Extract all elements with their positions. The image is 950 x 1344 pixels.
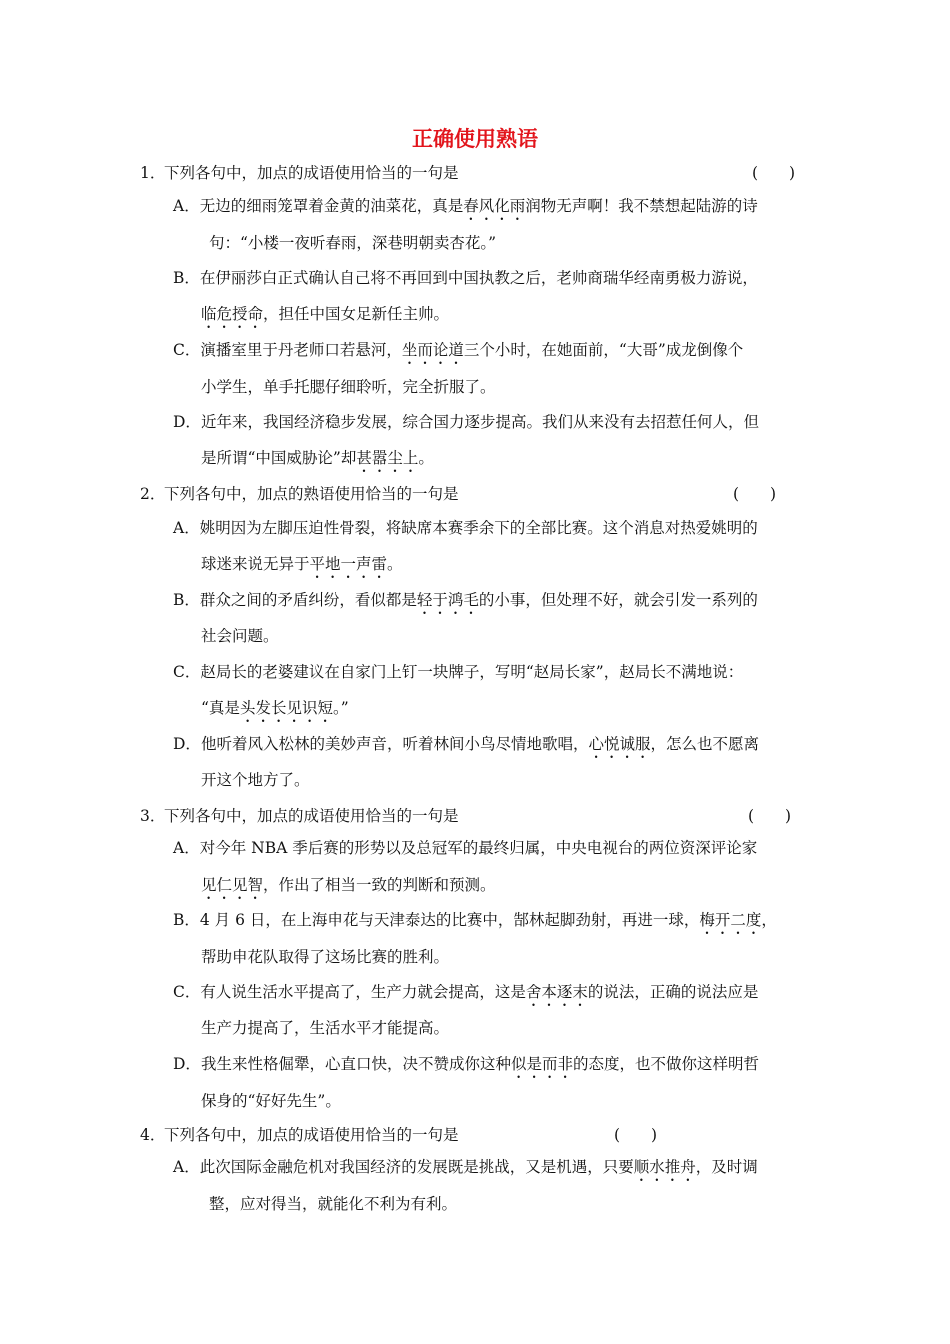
option-text: 整，应对得当，就能化不利为有利。 [209,1195,458,1213]
option-line [173,340,743,368]
question-stem [140,1125,459,1145]
option-text: 开这个地方了。 [201,771,310,789]
dotted-idiom: 梅开二度 [699,911,762,929]
option-text: 无边的细雨笼罩着金黄的油菜花，真是 [199,197,464,215]
option-text: ，及时调 [695,1158,758,1176]
option-label: C． [173,983,201,1001]
option-line [173,838,757,866]
dotted-idiom: 坐而论道 [401,341,464,359]
option-continuation [201,1018,449,1046]
dotted-idiom: 春风化雨 [463,197,526,215]
option-text: 赵局长的老婆建议在自家门上钉一块牌子，写明“赵局长家”，赵局长不满地说： [200,663,744,681]
option-line [173,982,758,1010]
dotted-idiom: 心悦诚服 [588,735,651,753]
dotted-idiom: 顺水推舟 [633,1158,696,1176]
option-continuation [201,1091,341,1119]
question-stem [140,163,459,183]
dotted-idiom: 轻于鸿毛 [416,591,479,609]
option-continuation [209,1194,457,1222]
option-text: ，怎么也不愿离 [650,735,759,753]
question-stem [140,806,459,826]
option-continuation [209,233,496,261]
option-label: A． [173,1158,200,1176]
question-stem [140,484,459,504]
answer-blank: ( ) [733,485,777,503]
option-text: 的态度，也不做你这样明哲 [572,1055,759,1073]
question-number: 3． [140,807,166,825]
option-line [173,412,759,440]
option-text: 三个小时，在她面前，“大哥”成龙倒像个 [463,341,744,359]
option-label: B． [173,591,200,609]
option-line [173,734,759,762]
dotted-idiom: 似是而非 [510,1055,573,1073]
option-text: 近年来，我国经济稳步发展，综合国力逐步提高。我们从来没有去招惹任何人，但 [200,413,759,431]
option-line [173,1054,759,1082]
option-label: D． [173,735,201,753]
dotted-idiom: 平地一声雷 [309,555,388,573]
option-label: C． [173,663,201,681]
option-text: 群众之间的矛盾纠纷，看似都是 [199,591,417,609]
option-line [173,268,758,296]
option-label: C． [173,341,201,359]
option-text: 生产力提高了，生活水平才能提高。 [201,1019,450,1037]
option-continuation [201,770,310,798]
option-label: A． [173,839,200,857]
option-line [173,196,758,224]
option-text: 。 [418,449,434,467]
option-label: A． [173,519,200,537]
answer-blank: ( ) [614,1126,658,1144]
option-continuation [201,377,496,405]
option-text: 有人说生活水平提高了，生产力就会提高，这是 [200,983,526,1001]
option-text: 的小事，但处理不好，就会引发一系列的 [478,591,758,609]
option-text: 社会问题。 [201,627,279,645]
question-number: 2． [140,485,166,503]
option-continuation [201,626,279,654]
option-text: 小学生，单手托腮仔细聆听，完全折服了。 [201,378,496,396]
dotted-idiom: 甚嚣尘上 [356,449,419,467]
option-continuation [201,698,349,726]
option-line [173,910,777,938]
dotted-idiom: 见仁见智 [201,876,264,894]
option-text: 是所谓“中国威胁论”却 [201,449,357,467]
option-text: 。” [332,699,349,717]
option-text: 句：“小楼一夜听春雨，深巷明朝卖杏花。” [209,234,497,252]
option-line [173,662,743,690]
question-number: 1． [140,164,166,182]
option-text: 在伊丽莎白正式确认自己将不再回到中国执教之后，老帅商瑞华经南勇极力游说， [199,269,758,287]
dotted-idiom: 临危授命 [201,305,264,323]
page-title: 正确使用熟语 [412,127,538,151]
option-continuation [201,448,434,476]
option-text: 演播室里于丹老师口若悬河， [200,341,402,359]
answer-blank: ( ) [748,807,792,825]
option-text: 。 [387,555,403,573]
option-text: 此次国际金融危机对我国经济的发展既是挑战，又是机遇，只要 [199,1158,634,1176]
option-text: 他听着风入松林的美妙声音，听着林间小鸟尽情地歌唱， [200,735,589,753]
option-label: A． [173,197,200,215]
option-label: D． [173,1055,201,1073]
option-text: 我生来性格倔犟，心直口快，决不赞成你这种 [200,1055,511,1073]
option-text: “真是 [201,699,240,717]
question-number: 4． [140,1126,166,1144]
option-label: D． [173,413,201,431]
option-text: 姚明因为左脚压迫性骨裂，将缺席本赛季余下的全部比赛。这个消息对热爱姚明的 [199,519,758,537]
question-text: 下列各句中，加点的成语使用恰当的一句是 [164,164,459,182]
option-text: ，作出了相当一致的判断和预测。 [263,876,496,894]
option-continuation [201,304,449,332]
option-text: ， [761,911,777,929]
option-text: 保身的“好好先生”。 [201,1092,341,1110]
option-text: 4 月 6 日，在上海申花与天津泰达的比赛中，郜林起脚劲射，再进一球， [199,911,700,929]
option-line [173,518,758,546]
option-label: B． [173,911,200,929]
option-line [173,590,758,618]
question-text: 下列各句中，加点的成语使用恰当的一句是 [164,807,459,825]
option-text: 球迷来说无异于 [201,555,310,573]
option-line [173,1157,758,1185]
dotted-idiom: 舍本逐末 [525,983,588,1001]
option-label: B． [173,269,200,287]
option-text: 的说法，正确的说法应是 [587,983,759,1001]
question-text: 下列各句中，加点的熟语使用恰当的一句是 [164,485,459,503]
option-text: 帮助申花队取得了这场比赛的胜利。 [201,948,450,966]
question-text: 下列各句中，加点的成语使用恰当的一句是 [164,1126,459,1144]
option-continuation [201,947,449,975]
option-continuation [201,554,403,582]
option-text: 润物无声啊！我不禁想起陆游的诗 [525,197,758,215]
option-text: ，担任中国女足新任主帅。 [263,305,450,323]
dotted-idiom: 头发长见识短 [239,699,333,717]
option-text: 对今年 NBA 季后赛的形势以及总冠军的最终归属，中央电视台的两位资深评论家 [199,839,758,857]
answer-blank: ( ) [752,164,796,182]
option-continuation [201,875,496,903]
